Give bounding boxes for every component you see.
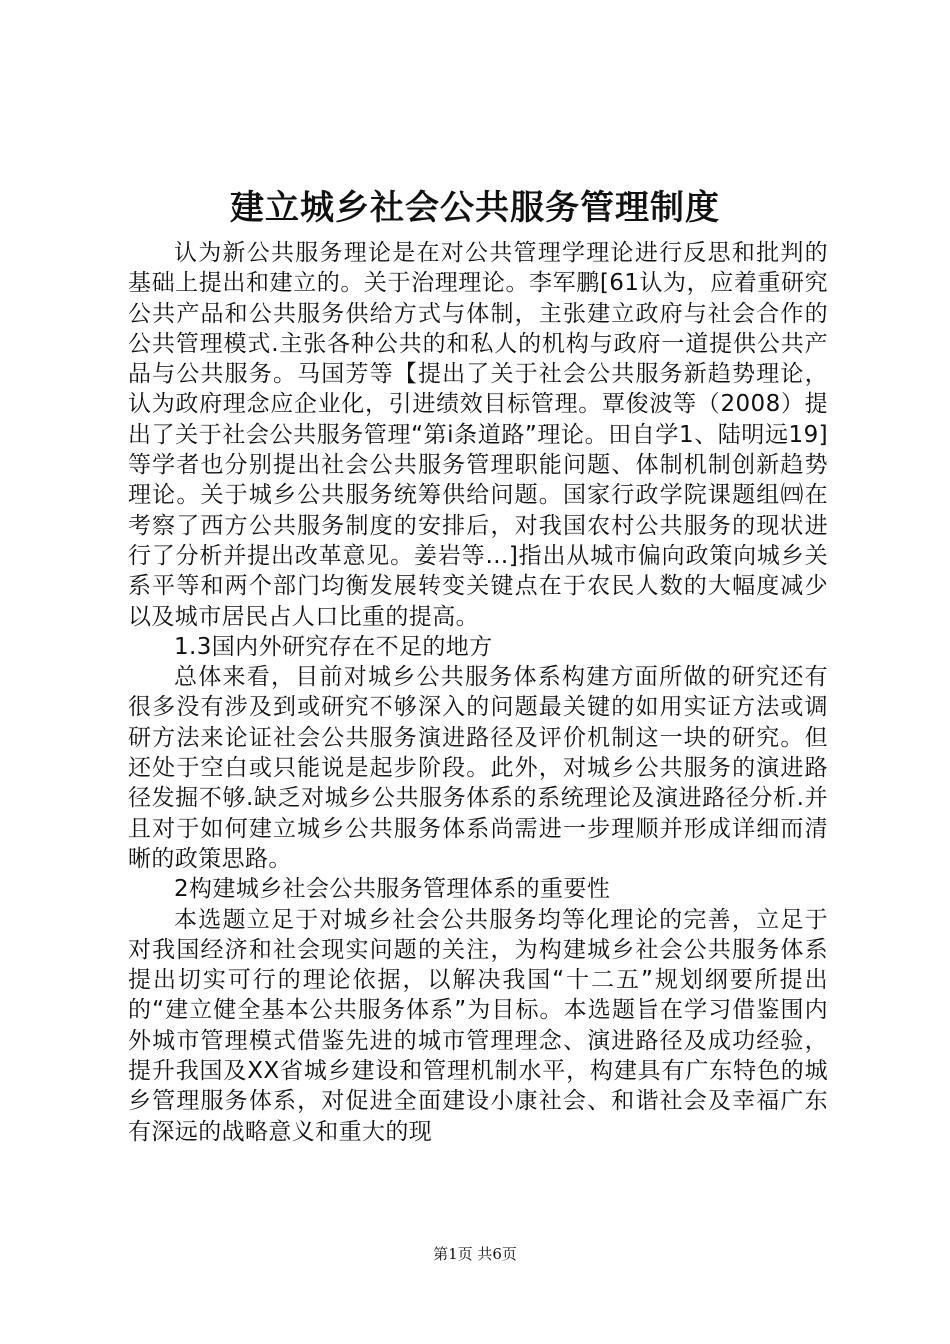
section-heading-1-3: 1.3国内外研究存在不足的地方	[174, 633, 493, 660]
document-body	[128, 238, 828, 1147]
section-heading-2: 2构建城乡社会公共服务管理体系的重要性	[174, 876, 611, 903]
paragraph-1: 认为新公共服务理论是在对公共管理学理论进行反思和批判的基础上提出和建立的。关于治理理论。李军鹏[61认为，应着重研究公共产品和公共服务供给方式与体制，主张建立政府与社会合作的公共管理模式.主张各种公共的和私人的机构与政府一道提供公共产品与公共服务。马国芳等【提出了关于社会公共服务新趋势理论，认为政府理念应企业化，引进绩效目标管理。覃俊波等（2008）提出了关于社会公共服务管理“第i条道路”理论。田自学1、陆明远19]等学者也分别提出社会公共服务管理职能问题、体制机制创新趋势理论。关于城乡公共服务统筹供给问题。国家行政学院课题组㈣在考察了西方公共服务制度的安排后，对我国农村公共服务的现状进行了分析并提出改革意见。姜岩等…]指出从城市偏向政策向城乡关系平等和两个部门均衡发展转变关键点在于农民人数的大幅度减少以及城市居民占人口比重的提高。	[128, 240, 828, 630]
paragraph-3: 本选题立足于对城乡社会公共服务均等化理论的完善，立足于对我国经济和社会现实问题的关注，为构建城乡社会公共服务体系提出切实可行的理论依据，以解决我国“十二五”规划纲要所提出的“建立健全基本公共服务体系”为目标。本选题旨在学习借鉴围内外城市管理模式借鉴先进的城市管理理念、演进路径及成功经验，提升我国及XX省城乡建设和管理机制水平，构建具有广东特色的城乡管理服务体系，对促进全面建设小康社会、和谐社会及幸福广东有深远的战略意义和重大的现	[128, 906, 828, 1145]
paragraph-2: 总体来看，目前对城乡公共服务体系构建方面所做的研究还有很多没有涉及到或研究不够深入的问题最关键的如用实证方法或调研方法来论证社会公共服务演进路径及评价机制这一块的研究。但还处于空白或只能说是起步阶段。此外，对城乡公共服务的演进路径发掘不够.缺乏对城乡公共服务体系的系统理论及演进路径分析.并且对于如何建立城乡公共服务体系尚需进一步理顺并形成详细而清晰的政策思路。	[128, 664, 828, 872]
document-title: 建立城乡社会公共服务管理制度	[230, 188, 720, 228]
page-footer: 第1页 共6页	[433, 1245, 517, 1263]
